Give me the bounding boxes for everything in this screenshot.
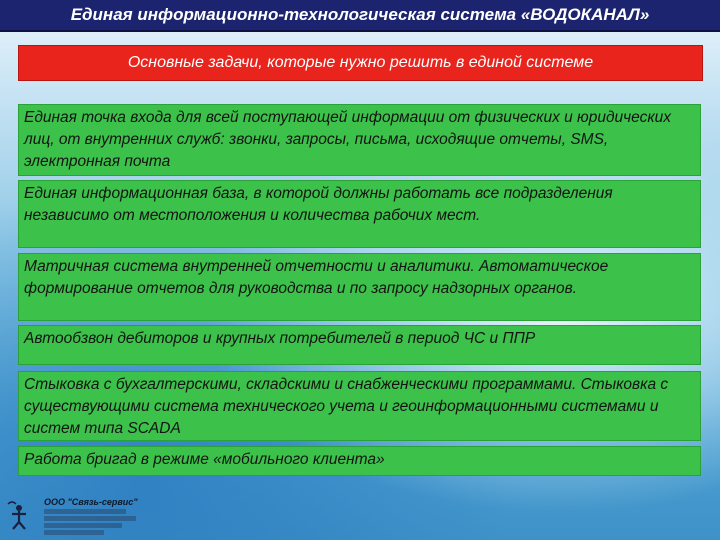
company-name: ООО "Связь-сервис" [44,497,138,507]
task-item-5: Стыковка с бухгалтерскими, складскими и снабженческими программами. Стыковка с существующими система технического учета и геоинформационными системами и систем типа SCADA [18,371,701,441]
task-item-6: Работа бригад в режиме «мобильного клиента» [18,446,701,476]
task-item-3: Матричная система внутренней отчетности и аналитики. Автоматическое формирование отчетов для руководства и по запросу надзорных органов. [18,253,701,321]
task-item-4: Автообзвон дебиторов и крупных потребителей в период ЧС и ППР [18,325,701,365]
company-logo [6,496,186,540]
section-subtitle: Основные задачи, которые нужно решить в единой системе [18,45,703,81]
company-logo-icon [6,500,32,530]
task-item-1: Единая точка входа для всей поступающей информации от физических и юридических лиц, от внутренних служб: звонки, запросы, письма, исходящие отчеты, SMS, электронная почта [18,104,701,176]
task-item-2: Единая информационная база, в которой должны работать все подразделения независимо от местоположения и количества рабочих мест. [18,180,701,248]
company-details [44,509,136,537]
slide-title: Единая информационно-технологическая система «ВОДОКАНАЛ» [0,0,720,32]
